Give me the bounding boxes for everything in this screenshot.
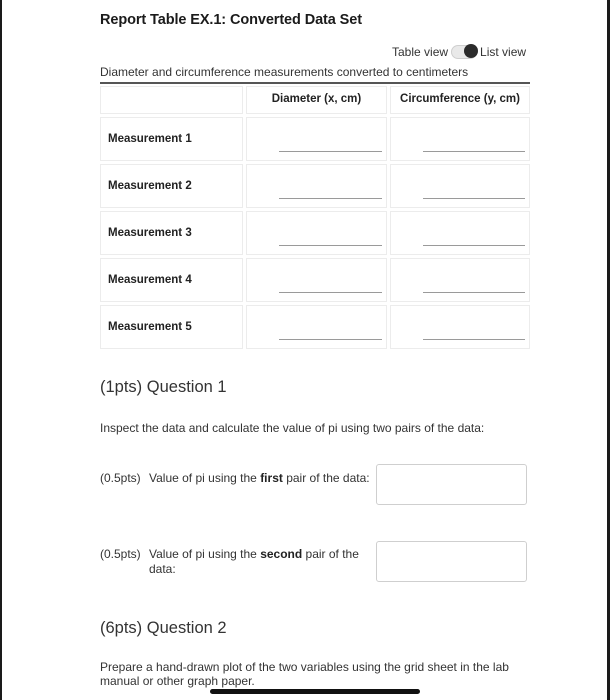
measurement-label: Measurement 4 (108, 274, 192, 286)
diameter-input[interactable] (279, 198, 382, 199)
header-cell-blank (100, 86, 243, 114)
row-label-cell (100, 164, 243, 208)
part-points: (0.5pts) (100, 547, 141, 561)
table-caption: Diameter and circumference measurements converted to centimeters (100, 65, 469, 79)
diameter-input-cell[interactable] (246, 117, 387, 161)
toggle-knob[interactable] (464, 44, 478, 58)
question1-part-first (100, 471, 370, 486)
table-row (100, 164, 530, 208)
circumference-input-cell[interactable] (390, 211, 530, 255)
row-label-cell (100, 305, 243, 349)
question2-prompt: Prepare a hand-drawn plot of the two variables using the grid sheet in the lab manual or other graph paper. (100, 660, 509, 688)
circumference-header: Circumference (y, cm) (400, 93, 520, 105)
caption-divider (100, 82, 530, 84)
report-title: Report Table EX.1: Converted Data Set (100, 12, 362, 28)
question1-title: (1pts) Question 1 (100, 378, 227, 396)
circumference-input-cell[interactable] (390, 258, 530, 302)
diameter-input[interactable] (279, 245, 382, 246)
row-label-cell (100, 258, 243, 302)
part-points: (0.5pts) (100, 471, 141, 485)
diameter-input[interactable] (279, 292, 382, 293)
measurement-label: Measurement 5 (108, 321, 192, 333)
question1-part-second (100, 547, 370, 577)
table-row (100, 211, 530, 255)
table-row (100, 305, 530, 349)
measurement-label: Measurement 2 (108, 180, 192, 192)
part-text: Value of pi using the first pair of the data: (149, 471, 370, 485)
pi-first-answer-input[interactable] (376, 464, 527, 505)
table-row (100, 258, 530, 302)
home-indicator[interactable] (210, 689, 420, 694)
table-row (100, 117, 530, 161)
table-header-row (100, 86, 530, 114)
header-cell-diameter (246, 86, 387, 114)
circumference-input-cell[interactable] (390, 164, 530, 208)
measurement-label: Measurement 1 (108, 133, 192, 145)
pi-second-answer-input[interactable] (376, 541, 527, 582)
left-frame-edge (0, 0, 2, 700)
diameter-input-cell[interactable] (246, 258, 387, 302)
data-table (100, 86, 530, 352)
measurement-label: Measurement 3 (108, 227, 192, 239)
question2-title: (6pts) Question 2 (100, 619, 227, 637)
circumference-input[interactable] (423, 339, 525, 340)
part-text: Value of pi using the second pair of the data: (149, 547, 359, 576)
row-label-cell (100, 117, 243, 161)
row-label-cell (100, 211, 243, 255)
circumference-input[interactable] (423, 151, 525, 152)
diameter-input[interactable] (279, 339, 382, 340)
view-toggle[interactable] (392, 43, 526, 61)
diameter-input[interactable] (279, 151, 382, 152)
circumference-input[interactable] (423, 292, 525, 293)
diameter-input-cell[interactable] (246, 211, 387, 255)
diameter-header: Diameter (x, cm) (271, 93, 362, 105)
table-view-label[interactable]: Table view (392, 45, 449, 59)
diameter-input-cell[interactable] (246, 164, 387, 208)
circumference-input[interactable] (423, 245, 525, 246)
header-cell-circumference (390, 86, 530, 114)
circumference-input-cell[interactable] (390, 305, 530, 349)
list-view-label[interactable]: List view (480, 45, 527, 59)
circumference-input[interactable] (423, 198, 525, 199)
view-toggle-switch[interactable] (451, 45, 477, 59)
circumference-input-cell[interactable] (390, 117, 530, 161)
diameter-input-cell[interactable] (246, 305, 387, 349)
question1-prompt: Inspect the data and calculate the value of pi using two pairs of the data: (100, 421, 485, 435)
